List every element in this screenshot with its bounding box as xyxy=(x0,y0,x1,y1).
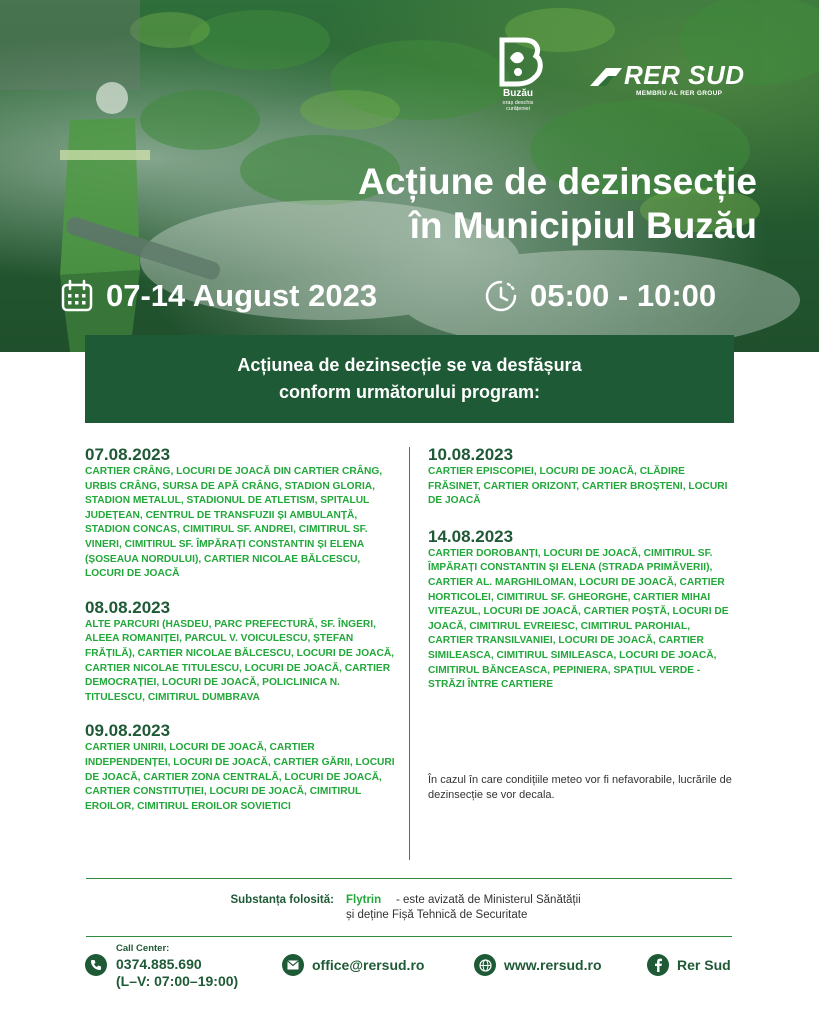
column-divider xyxy=(409,447,410,860)
separator-top xyxy=(86,878,732,879)
rer-arrow-icon xyxy=(588,64,624,90)
calendar-icon xyxy=(60,279,94,313)
rer-sud-member: MEMBRU AL RER GROUP xyxy=(636,90,723,97)
time-range xyxy=(484,274,716,318)
schedule-entry xyxy=(85,721,395,814)
program-intro-line-1: Acțiunea de dezinsecție se va desfășura xyxy=(237,355,582,375)
substance-description-1: - este avizată de Ministerul Sănătății xyxy=(396,894,581,906)
schedule-date: 09.08.2023 xyxy=(85,721,171,741)
schedule-places: CARTIER UNIRII, LOCURI DE JOACĂ, CARTIER INDEPENDENȚEI, LOCURI DE JOACĂ, CARTIER GĂRII, LOCURI DE JOACĂ, CARTIER ZONA CENTRALĂ, LOCURI DE JOACĂ, CARTIER CONSTITUȚIEI, LOCURI DE JOACĂ, CIMITIRUL EROILOR, CIMITIRUL EROILOR SOVIETICI xyxy=(85,742,395,812)
date-range-text: 07-14 August 2023 xyxy=(106,278,378,313)
schedule-entry xyxy=(85,598,395,706)
title-line-2: în Municipiul Buzău xyxy=(409,205,757,246)
globe-icon xyxy=(474,954,496,976)
website-contact[interactable] xyxy=(474,954,602,976)
schedule-places: CARTIER DOROBANȚI, LOCURI DE JOACĂ, CIMITIRUL SF. ÎMPĂRAȚI CONSTANTIN ȘI ELENA (STRADA PRIMĂVERII), CARTIER AL. MARGHILOMAN, LOCURI DE JOACĂ, CARTIER HORTICOLEI, CIMITIRUL SF. GHEORGHE, CARTIER MIHAI VITEAZUL, LOCURI DE JOACĂ, CARTIER POȘTĂ, LOCURI DE JOACĂ, CIMITIRUL EVREIESC, CIMITIRUL PAROHIAL, CARTIER TRANSILVANIEI, LOCURI DE JOACĂ, CARTIER SIMILEASCA, CIMITIRUL SIMILEASCA, LOCURI DE JOACĂ, CIMITIRUL BĂNCEASCA, PEPINIERA, SPAȚIUL VERDE - STRĂZI ÎNTRE CARTIERE xyxy=(428,547,729,691)
phone-number[interactable]: 0374.885.690 xyxy=(116,956,202,972)
buzau-logo-tagline-2: curățeniei xyxy=(506,106,530,112)
substance-label: Substanța folosită: xyxy=(230,894,334,906)
call-center-details xyxy=(116,956,238,990)
schedule-entry xyxy=(428,445,738,509)
facebook-icon xyxy=(647,954,669,976)
contact-footer xyxy=(0,940,819,1024)
time-range-text: 05:00 - 10:00 xyxy=(530,278,717,313)
clock-icon xyxy=(484,279,518,313)
schedule-right-column xyxy=(428,445,738,711)
schedule-places: CARTIER EPISCOPIEI, LOCURI DE JOACĂ, CLĂDIRE FRĂSINET, CARTIER ORIZONT, CARTIER BROȘTENI, LOCURI DE JOACĂ xyxy=(428,466,728,507)
schedule-places: CARTIER CRÂNG, LOCURI DE JOACĂ DIN CARTIER CRÂNG, URBIS CRÂNG, SURSA DE APĂ CRÂNG, STADION GLORIA, STADION METALUL, STADIONUL DE ATLETISM, SPITALUL JUDEȚEAN, CENTRUL DE TRANSFUZII ȘI AMBULANȚĂ, STADION CONCAS, CIMITIRUL SF. ANDREI, CIMITIRUL SF. VINERI, CIMITIRUL SF. ÎMPĂRAȚI CONSTANTIN ȘI ELENA (ȘOSEAUA NORDULUI), CARTIER NICOLAE BĂLCESCU, LOCURI DE JOACĂ xyxy=(85,466,383,580)
facebook-page[interactable]: Rer Sud xyxy=(677,957,731,973)
call-center-label: Call Center: xyxy=(116,943,170,954)
date-range xyxy=(60,274,377,318)
schedule-date: 10.08.2023 xyxy=(428,445,514,464)
schedule-date: 08.08.2023 xyxy=(85,597,171,617)
schedule-date: 07.08.2023 xyxy=(85,445,171,464)
schedule-left-column xyxy=(85,445,395,830)
website-url[interactable]: www.rersud.ro xyxy=(504,957,602,973)
program-intro-line-2: conform următorului program: xyxy=(278,382,540,402)
phone-contact[interactable] xyxy=(85,954,115,976)
hero-banner xyxy=(0,0,819,352)
weather-note: În cazul în care condițiile meteo vor fi nefavorabile, lucrările de dezinsecție se vor decala. xyxy=(428,774,732,801)
buzau-b-icon xyxy=(488,36,548,88)
rer-sud-brand: RER SUD xyxy=(624,60,745,90)
substance-name: Flytrin xyxy=(346,894,382,906)
email-icon xyxy=(282,954,304,976)
substance-info xyxy=(86,891,732,927)
separator-bottom xyxy=(86,936,732,937)
call-center-hours: (L–V: 07:00–19:00) xyxy=(116,973,239,989)
page-title xyxy=(358,160,757,248)
buzau-logo-name: Buzău xyxy=(503,88,533,99)
rer-sud-logo xyxy=(588,60,768,104)
buzau-logo-tagline-1: oraș deschis xyxy=(502,100,534,106)
email-contact[interactable] xyxy=(282,954,424,976)
program-intro-box xyxy=(85,335,734,423)
schedule-entry xyxy=(85,445,395,582)
phone-icon xyxy=(85,954,107,976)
schedule-places: ALTE PARCURI (HASDEU, PARC PREFECTURĂ, SF. ÎNGERI, ALEEA ROMANIȚEI, PARCUL V. VOICULESCU, ȘTEFAN FRĂȚILĂ), CARTIER NICOLAE BĂLCESCU, LOCURI DE JOACĂ, CARTIER NICOLAE TITULESCU, LOCURI DE JOACĂ, CARTIER DEMOCRAȚIEI, LOCURI DE JOACĂ, POLICLINICA N. TITULESCU, CIMITIRUL DUMBRAVA xyxy=(85,618,395,703)
facebook-contact[interactable] xyxy=(647,954,731,976)
schedule-entry xyxy=(428,527,738,693)
schedule-date: 14.08.2023 xyxy=(428,526,514,546)
title-line-1: Acțiune de dezinsecție xyxy=(358,161,757,202)
buzau-logo xyxy=(488,36,548,126)
substance-description-2: și deține Fișă Tehnică de Securitate xyxy=(346,909,528,921)
email-address[interactable]: office@rersud.ro xyxy=(312,957,425,973)
